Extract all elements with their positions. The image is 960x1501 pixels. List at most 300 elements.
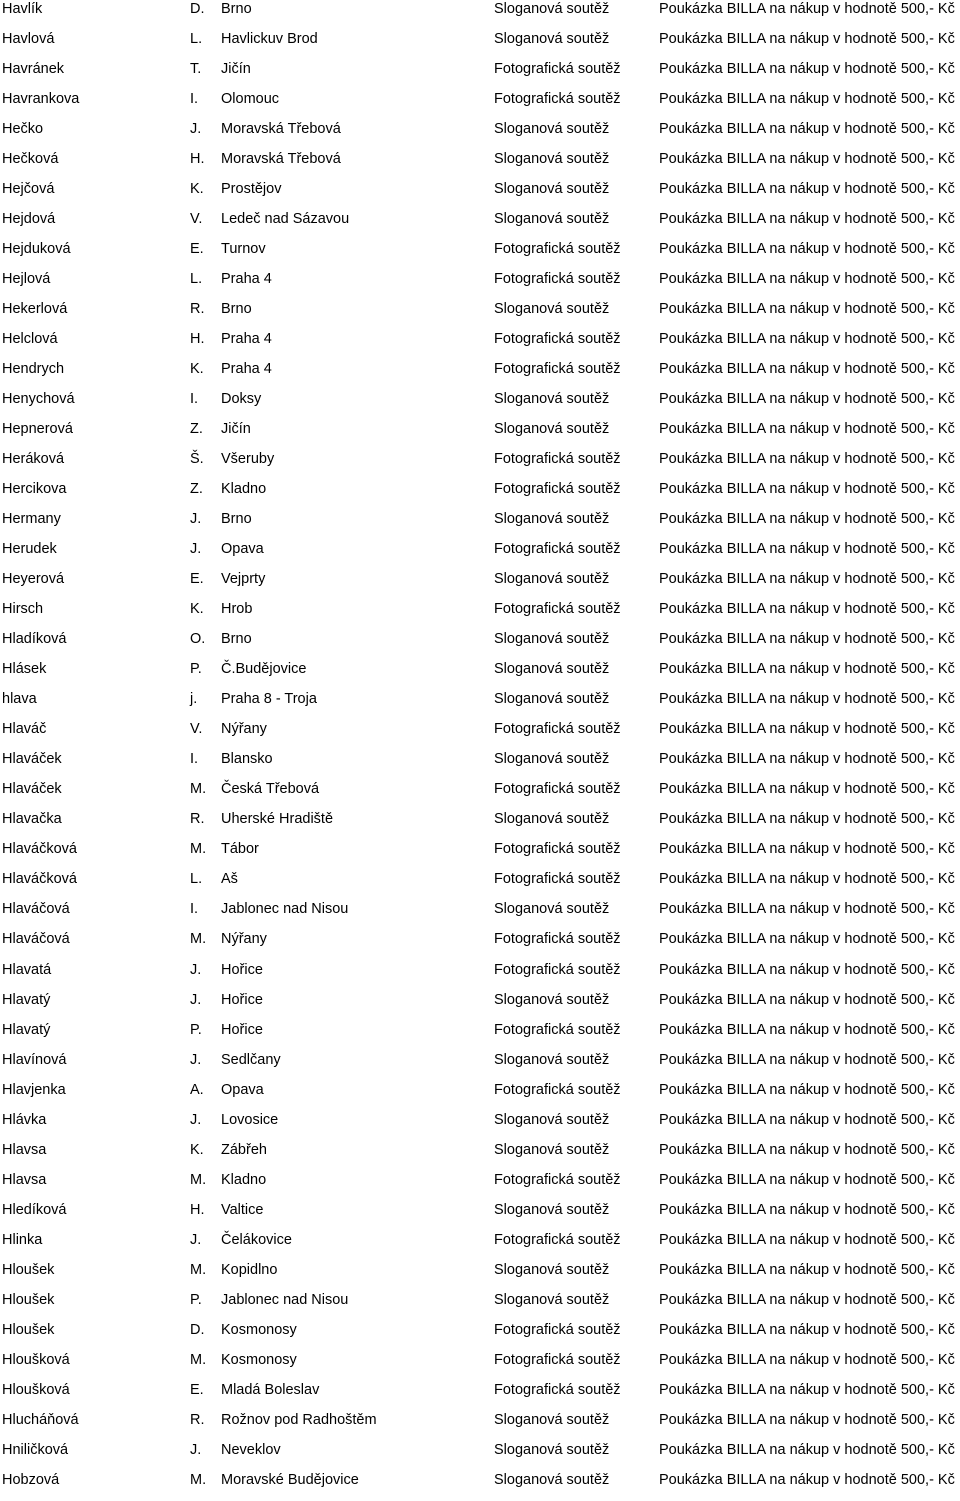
prize-cell: Poukázka BILLA na nákup v hodnotě 500,- Kč: [659, 1261, 955, 1278]
initial-cell: J.: [190, 1051, 202, 1068]
prize-cell: Poukázka BILLA na nákup v hodnotě 500,- Kč: [659, 481, 955, 498]
initial-cell: K.: [190, 361, 204, 378]
surname-cell: Hejlová: [2, 271, 51, 288]
initial-cell: L.: [190, 31, 203, 48]
prize-cell: Poukázka BILLA na nákup v hodnotě 500,- Kč: [659, 871, 955, 888]
prize-cell: Poukázka BILLA na nákup v hodnotě 500,- Kč: [659, 901, 955, 918]
table-row: [0, 120, 960, 150]
initial-cell: E.: [190, 1381, 204, 1398]
table-row: [0, 1051, 960, 1081]
contest-cell: Fotografická soutěž: [494, 1321, 621, 1338]
city-cell: Valtice: [221, 1201, 264, 1218]
initial-cell: I.: [190, 751, 199, 768]
contest-cell: Fotografická soutěž: [494, 241, 621, 258]
initial-cell: K.: [190, 181, 204, 198]
surname-cell: Hlavačka: [2, 811, 62, 828]
initial-cell: V.: [190, 721, 203, 738]
surname-cell: Hlavatý: [2, 1021, 51, 1038]
city-cell: Brno: [221, 301, 252, 318]
city-cell: Vejprty: [221, 571, 266, 588]
city-cell: Kosmonosy: [221, 1351, 297, 1368]
surname-cell: Hepnerová: [2, 421, 73, 438]
prize-cell: Poukázka BILLA na nákup v hodnotě 500,- Kč: [659, 61, 955, 78]
initial-cell: K.: [190, 601, 204, 618]
contest-cell: Sloganová soutěž: [494, 991, 610, 1008]
surname-cell: Havlová: [2, 31, 55, 48]
contest-cell: Sloganová soutěž: [494, 1441, 610, 1458]
prize-cell: Poukázka BILLA na nákup v hodnotě 500,- Kč: [659, 391, 955, 408]
initial-cell: J.: [190, 961, 202, 978]
table-row: [0, 510, 960, 540]
table-row: [0, 480, 960, 510]
prize-cell: Poukázka BILLA na nákup v hodnotě 500,- Kč: [659, 541, 955, 558]
city-cell: Jičín: [221, 61, 251, 78]
contest-cell: Sloganová soutěž: [494, 391, 610, 408]
surname-cell: Hlavatý: [2, 991, 51, 1008]
surname-cell: Hekerlová: [2, 301, 68, 318]
city-cell: Kopidlno: [221, 1261, 278, 1278]
table-row: [0, 1231, 960, 1261]
contest-cell: Sloganová soutěž: [494, 1, 610, 17]
contest-cell: Fotografická soutěž: [494, 1171, 621, 1188]
city-cell: Moravské Budějovice: [221, 1471, 359, 1488]
city-cell: Hořice: [221, 961, 263, 978]
contest-cell: Fotografická soutěž: [494, 91, 621, 108]
city-cell: Praha 4: [221, 361, 272, 378]
city-cell: Sedlčany: [221, 1051, 281, 1068]
table-row: [0, 600, 960, 630]
surname-cell: Hlaváček: [2, 781, 62, 798]
table-row: [0, 60, 960, 90]
table-row: [0, 750, 960, 780]
initial-cell: Z.: [190, 481, 203, 498]
city-cell: Zábřeh: [221, 1141, 267, 1158]
table-row: [0, 720, 960, 750]
contest-cell: Sloganová soutěž: [494, 121, 610, 138]
city-cell: Hořice: [221, 1021, 263, 1038]
initial-cell: M.: [190, 781, 207, 798]
initial-cell: H.: [190, 151, 205, 168]
surname-cell: Hirsch: [2, 601, 44, 618]
contest-cell: Fotografická soutěž: [494, 1381, 621, 1398]
prize-cell: Poukázka BILLA na nákup v hodnotě 500,- Kč: [659, 121, 955, 138]
surname-cell: Henychová: [2, 391, 75, 408]
table-row: [0, 90, 960, 120]
contest-cell: Sloganová soutěž: [494, 811, 610, 828]
city-cell: Kosmonosy: [221, 1321, 297, 1338]
surname-cell: Hlásek: [2, 661, 47, 678]
contest-cell: Sloganová soutěž: [494, 1411, 610, 1428]
surname-cell: Hermany: [2, 511, 61, 528]
contest-cell: Sloganová soutěž: [494, 571, 610, 588]
initial-cell: O.: [190, 631, 206, 648]
initial-cell: T.: [190, 61, 202, 78]
table-row: [0, 810, 960, 840]
city-cell: Hořice: [221, 991, 263, 1008]
prize-cell: Poukázka BILLA na nákup v hodnotě 500,- Kč: [659, 1411, 955, 1428]
prize-cell: Poukázka BILLA na nákup v hodnotě 500,- Kč: [659, 1081, 955, 1098]
table-row: [0, 1471, 960, 1501]
initial-cell: J.: [190, 121, 202, 138]
prize-cell: Poukázka BILLA na nákup v hodnotě 500,- Kč: [659, 241, 955, 258]
prize-cell: Poukázka BILLA na nákup v hodnotě 500,- Kč: [659, 601, 955, 618]
city-cell: Blansko: [221, 751, 273, 768]
initial-cell: M.: [190, 841, 207, 858]
city-cell: Olomouc: [221, 91, 280, 108]
contest-cell: Fotografická soutěž: [494, 931, 621, 948]
table-row: [0, 780, 960, 810]
contest-cell: Sloganová soutěž: [494, 31, 610, 48]
surname-cell: Hlávka: [2, 1111, 47, 1128]
table-row: [0, 840, 960, 870]
city-cell: Brno: [221, 511, 252, 528]
city-cell: Aš: [221, 871, 238, 888]
surname-cell: Hlavsa: [2, 1141, 47, 1158]
surname-cell: Hladíková: [2, 631, 67, 648]
table-row: [0, 1261, 960, 1291]
initial-cell: M.: [190, 1261, 207, 1278]
prize-cell: Poukázka BILLA na nákup v hodnotě 500,- Kč: [659, 421, 955, 438]
table-row: [0, 210, 960, 240]
table-row: [0, 150, 960, 180]
prize-cell: Poukázka BILLA na nákup v hodnotě 500,- Kč: [659, 1171, 955, 1188]
table-row: [0, 870, 960, 900]
contest-cell: Fotografická soutěž: [494, 361, 621, 378]
table-row: [0, 1441, 960, 1471]
city-cell: Neveklov: [221, 1441, 281, 1458]
initial-cell: R.: [190, 811, 205, 828]
prize-cell: Poukázka BILLA na nákup v hodnotě 500,- Kč: [659, 301, 955, 318]
prize-cell: Poukázka BILLA na nákup v hodnotě 500,- Kč: [659, 1, 955, 17]
surname-cell: Hloušek: [2, 1321, 55, 1338]
contest-cell: Fotografická soutěž: [494, 841, 621, 858]
prize-cell: Poukázka BILLA na nákup v hodnotě 500,- Kč: [659, 931, 955, 948]
prize-cell: Poukázka BILLA na nákup v hodnotě 500,- Kč: [659, 1201, 955, 1218]
surname-cell: Hlavatá: [2, 961, 52, 978]
initial-cell: I.: [190, 91, 199, 108]
contest-cell: Fotografická soutěž: [494, 871, 621, 888]
table-row: [0, 1351, 960, 1381]
table-row: [0, 1111, 960, 1141]
surname-cell: Hercikova: [2, 481, 67, 498]
contest-cell: Fotografická soutěž: [494, 1231, 621, 1248]
prize-cell: Poukázka BILLA na nákup v hodnotě 500,- Kč: [659, 1051, 955, 1068]
city-cell: Všeruby: [221, 451, 275, 468]
surname-cell: Havránek: [2, 61, 65, 78]
surname-cell: Hlaváčková: [2, 841, 77, 858]
prize-cell: Poukázka BILLA na nákup v hodnotě 500,- Kč: [659, 1141, 955, 1158]
contest-cell: Sloganová soutěž: [494, 211, 610, 228]
initial-cell: M.: [190, 1351, 207, 1368]
city-cell: Tábor: [221, 841, 259, 858]
contest-cell: Fotografická soutěž: [494, 541, 621, 558]
city-cell: Nýřany: [221, 721, 267, 738]
table-row: [0, 540, 960, 570]
surname-cell: Hlaváčková: [2, 871, 77, 888]
prize-cell: Poukázka BILLA na nákup v hodnotě 500,- Kč: [659, 1441, 955, 1458]
city-cell: Opava: [221, 541, 264, 558]
contest-cell: Sloganová soutěž: [494, 691, 610, 708]
prize-cell: Poukázka BILLA na nákup v hodnotě 500,- Kč: [659, 991, 955, 1008]
city-cell: Rožnov pod Radhoštěm: [221, 1411, 377, 1428]
prize-cell: Poukázka BILLA na nákup v hodnotě 500,- Kč: [659, 1021, 955, 1038]
surname-cell: Hejduková: [2, 241, 71, 258]
initial-cell: L.: [190, 271, 203, 288]
table-row: [0, 1291, 960, 1321]
table-row: [0, 1021, 960, 1051]
surname-cell: Hloušková: [2, 1351, 70, 1368]
initial-cell: D.: [190, 1, 205, 17]
table-row: [0, 1081, 960, 1111]
initial-cell: P.: [190, 1021, 202, 1038]
prize-cell: Poukázka BILLA na nákup v hodnotě 500,- Kč: [659, 151, 955, 168]
city-cell: Ledeč nad Sázavou: [221, 211, 350, 228]
city-cell: Jablonec nad Nisou: [221, 1291, 349, 1308]
table-row: [0, 690, 960, 720]
table-row: [0, 1321, 960, 1351]
table-row: [0, 570, 960, 600]
table-row: [0, 900, 960, 930]
surname-cell: Hlavínová: [2, 1051, 67, 1068]
table-row: [0, 330, 960, 360]
initial-cell: P.: [190, 1291, 202, 1308]
initial-cell: H.: [190, 1201, 205, 1218]
prize-cell: Poukázka BILLA na nákup v hodnotě 500,- Kč: [659, 1321, 955, 1338]
table-row: [0, 240, 960, 270]
city-cell: Praha 4: [221, 271, 272, 288]
city-cell: Mladá Boleslav: [221, 1381, 320, 1398]
contest-cell: Sloganová soutěž: [494, 1051, 610, 1068]
contest-cell: Sloganová soutěž: [494, 421, 610, 438]
prize-cell: Poukázka BILLA na nákup v hodnotě 500,- Kč: [659, 271, 955, 288]
initial-cell: Z.: [190, 421, 203, 438]
initial-cell: Š.: [190, 451, 204, 468]
prize-cell: Poukázka BILLA na nákup v hodnotě 500,- Kč: [659, 451, 955, 468]
prize-cell: Poukázka BILLA na nákup v hodnotě 500,- Kč: [659, 181, 955, 198]
prize-cell: Poukázka BILLA na nákup v hodnotě 500,- Kč: [659, 571, 955, 588]
initial-cell: J.: [190, 1111, 202, 1128]
prize-cell: Poukázka BILLA na nákup v hodnotě 500,- Kč: [659, 1471, 955, 1488]
prize-cell: Poukázka BILLA na nákup v hodnotě 500,- Kč: [659, 31, 955, 48]
surname-cell: Hlavjenka: [2, 1081, 66, 1098]
table-row: [0, 180, 960, 210]
contest-cell: Sloganová soutěž: [494, 1141, 610, 1158]
table-row: [0, 1171, 960, 1201]
initial-cell: j.: [190, 691, 198, 708]
prize-cell: Poukázka BILLA na nákup v hodnotě 500,- Kč: [659, 751, 955, 768]
prize-cell: Poukázka BILLA na nákup v hodnotě 500,- Kč: [659, 211, 955, 228]
surname-cell: Hlaváčová: [2, 901, 70, 918]
table-row: [0, 420, 960, 450]
prize-cell: Poukázka BILLA na nákup v hodnotě 500,- Kč: [659, 961, 955, 978]
surname-cell: Hlucháňová: [2, 1411, 79, 1428]
contest-cell: Fotografická soutěž: [494, 1081, 621, 1098]
surname-cell: Hlinka: [2, 1231, 43, 1248]
table-row: [0, 0, 960, 30]
city-cell: Kladno: [221, 1171, 267, 1188]
city-cell: Prostějov: [221, 181, 282, 198]
table-row: [0, 930, 960, 960]
city-cell: Lovosice: [221, 1111, 279, 1128]
prize-cell: Poukázka BILLA na nákup v hodnotě 500,- Kč: [659, 361, 955, 378]
prize-cell: Poukázka BILLA na nákup v hodnotě 500,- Kč: [659, 1351, 955, 1368]
city-cell: Čelákovice: [221, 1231, 292, 1248]
city-cell: Moravská Třebová: [221, 121, 341, 138]
initial-cell: R.: [190, 301, 205, 318]
city-cell: Brno: [221, 1, 252, 17]
table-row: [0, 30, 960, 60]
contest-cell: Fotografická soutěž: [494, 781, 621, 798]
city-cell: Opava: [221, 1081, 264, 1098]
contest-cell: Fotografická soutěž: [494, 961, 621, 978]
surname-cell: hlava: [2, 691, 37, 708]
surname-cell: Hloušek: [2, 1291, 55, 1308]
surname-cell: Hečková: [2, 151, 59, 168]
city-cell: Nýřany: [221, 931, 267, 948]
initial-cell: A.: [190, 1081, 204, 1098]
table-row: [0, 1411, 960, 1441]
city-cell: Uherské Hradiště: [221, 811, 334, 828]
city-cell: Praha 4: [221, 331, 272, 348]
initial-cell: J.: [190, 511, 202, 528]
city-cell: Havlickuv Brod: [221, 31, 318, 48]
table-row: [0, 1381, 960, 1411]
city-cell: Jablonec nad Nisou: [221, 901, 349, 918]
surname-cell: Heyerová: [2, 571, 65, 588]
prize-cell: Poukázka BILLA na nákup v hodnotě 500,- Kč: [659, 331, 955, 348]
initial-cell: M.: [190, 1471, 207, 1488]
surname-cell: Hlaváčová: [2, 931, 70, 948]
city-cell: Hrob: [221, 601, 253, 618]
surname-cell: Hečko: [2, 121, 44, 138]
table-row: [0, 270, 960, 300]
initial-cell: H.: [190, 331, 205, 348]
surname-cell: Hledíková: [2, 1201, 67, 1218]
contest-cell: Sloganová soutěž: [494, 1261, 610, 1278]
city-cell: Praha 8 - Troja: [221, 691, 317, 708]
table-row: [0, 390, 960, 420]
contest-cell: Sloganová soutěž: [494, 151, 610, 168]
city-cell: Jičín: [221, 421, 251, 438]
contest-cell: Sloganová soutěž: [494, 751, 610, 768]
contest-cell: Fotografická soutěž: [494, 481, 621, 498]
contest-cell: Fotografická soutěž: [494, 61, 621, 78]
surname-cell: Hendrych: [2, 361, 65, 378]
contest-cell: Sloganová soutěž: [494, 181, 610, 198]
initial-cell: M.: [190, 931, 207, 948]
initial-cell: R.: [190, 1411, 205, 1428]
contest-cell: Fotografická soutěž: [494, 1021, 621, 1038]
contest-cell: Fotografická soutěž: [494, 601, 621, 618]
initial-cell: P.: [190, 661, 202, 678]
contest-cell: Fotografická soutěž: [494, 451, 621, 468]
prize-cell: Poukázka BILLA na nákup v hodnotě 500,- Kč: [659, 781, 955, 798]
surname-cell: Hobzová: [2, 1471, 60, 1488]
initial-cell: V.: [190, 211, 203, 228]
initial-cell: K.: [190, 1141, 204, 1158]
initial-cell: J.: [190, 1441, 202, 1458]
contest-cell: Fotografická soutěž: [494, 721, 621, 738]
surname-cell: Hloušek: [2, 1261, 55, 1278]
initial-cell: D.: [190, 1321, 205, 1338]
prize-cell: Poukázka BILLA na nákup v hodnotě 500,- Kč: [659, 811, 955, 828]
surname-cell: Hniličková: [2, 1441, 69, 1458]
prize-cell: Poukázka BILLA na nákup v hodnotě 500,- Kč: [659, 1231, 955, 1248]
surname-cell: Hejdová: [2, 211, 56, 228]
prize-cell: Poukázka BILLA na nákup v hodnotě 500,- Kč: [659, 91, 955, 108]
city-cell: Brno: [221, 631, 252, 648]
contest-cell: Sloganová soutěž: [494, 661, 610, 678]
surname-cell: Hlaváček: [2, 751, 62, 768]
surname-cell: Herudek: [2, 541, 57, 558]
initial-cell: I.: [190, 391, 199, 408]
initial-cell: L.: [190, 871, 203, 888]
city-cell: Česká Třebová: [221, 781, 320, 798]
initial-cell: E.: [190, 241, 204, 258]
contest-cell: Sloganová soutěž: [494, 1111, 610, 1128]
city-cell: Moravská Třebová: [221, 151, 341, 168]
prize-cell: Poukázka BILLA na nákup v hodnotě 500,- Kč: [659, 511, 955, 528]
surname-cell: Havlík: [2, 1, 43, 17]
contest-cell: Sloganová soutěž: [494, 1471, 610, 1488]
table-row: [0, 1201, 960, 1231]
contest-cell: Fotografická soutěž: [494, 1351, 621, 1368]
surname-cell: Hlaváč: [2, 721, 47, 738]
initial-cell: I.: [190, 901, 199, 918]
contest-cell: Sloganová soutěž: [494, 1291, 610, 1308]
prize-cell: Poukázka BILLA na nákup v hodnotě 500,- Kč: [659, 721, 955, 738]
prize-cell: Poukázka BILLA na nákup v hodnotě 500,- Kč: [659, 1291, 955, 1308]
surname-cell: Hejčová: [2, 181, 55, 198]
contest-cell: Fotografická soutěž: [494, 271, 621, 288]
city-cell: Doksy: [221, 391, 262, 408]
table-row: [0, 300, 960, 330]
prize-cell: Poukázka BILLA na nákup v hodnotě 500,- Kč: [659, 691, 955, 708]
city-cell: Kladno: [221, 481, 267, 498]
contest-cell: Sloganová soutěž: [494, 301, 610, 318]
city-cell: Turnov: [221, 241, 266, 258]
contest-cell: Sloganová soutěž: [494, 1201, 610, 1218]
table-row: [0, 660, 960, 690]
contest-cell: Sloganová soutěž: [494, 631, 610, 648]
contest-cell: Sloganová soutěž: [494, 901, 610, 918]
prize-cell: Poukázka BILLA na nákup v hodnotě 500,- Kč: [659, 1381, 955, 1398]
table-row: [0, 450, 960, 480]
initial-cell: M.: [190, 1171, 207, 1188]
initial-cell: E.: [190, 571, 204, 588]
table-row: [0, 991, 960, 1021]
table-row: [0, 630, 960, 660]
initial-cell: J.: [190, 991, 202, 1008]
prize-cell: Poukázka BILLA na nákup v hodnotě 500,- Kč: [659, 841, 955, 858]
city-cell: Č.Budějovice: [221, 661, 307, 678]
surname-cell: Helclová: [2, 331, 58, 348]
table-row: [0, 961, 960, 991]
initial-cell: J.: [190, 541, 202, 558]
prize-cell: Poukázka BILLA na nákup v hodnotě 500,- Kč: [659, 1111, 955, 1128]
surname-cell: Hloušková: [2, 1381, 70, 1398]
contest-cell: Fotografická soutěž: [494, 331, 621, 348]
surname-cell: Hlavsa: [2, 1171, 47, 1188]
table-row: [0, 1141, 960, 1171]
table-row: [0, 360, 960, 390]
contest-cell: Sloganová soutěž: [494, 511, 610, 528]
surname-cell: Havrankova: [2, 91, 80, 108]
prize-cell: Poukázka BILLA na nákup v hodnotě 500,- Kč: [659, 661, 955, 678]
surname-cell: Heráková: [2, 451, 65, 468]
prize-cell: Poukázka BILLA na nákup v hodnotě 500,- Kč: [659, 631, 955, 648]
initial-cell: J.: [190, 1231, 202, 1248]
